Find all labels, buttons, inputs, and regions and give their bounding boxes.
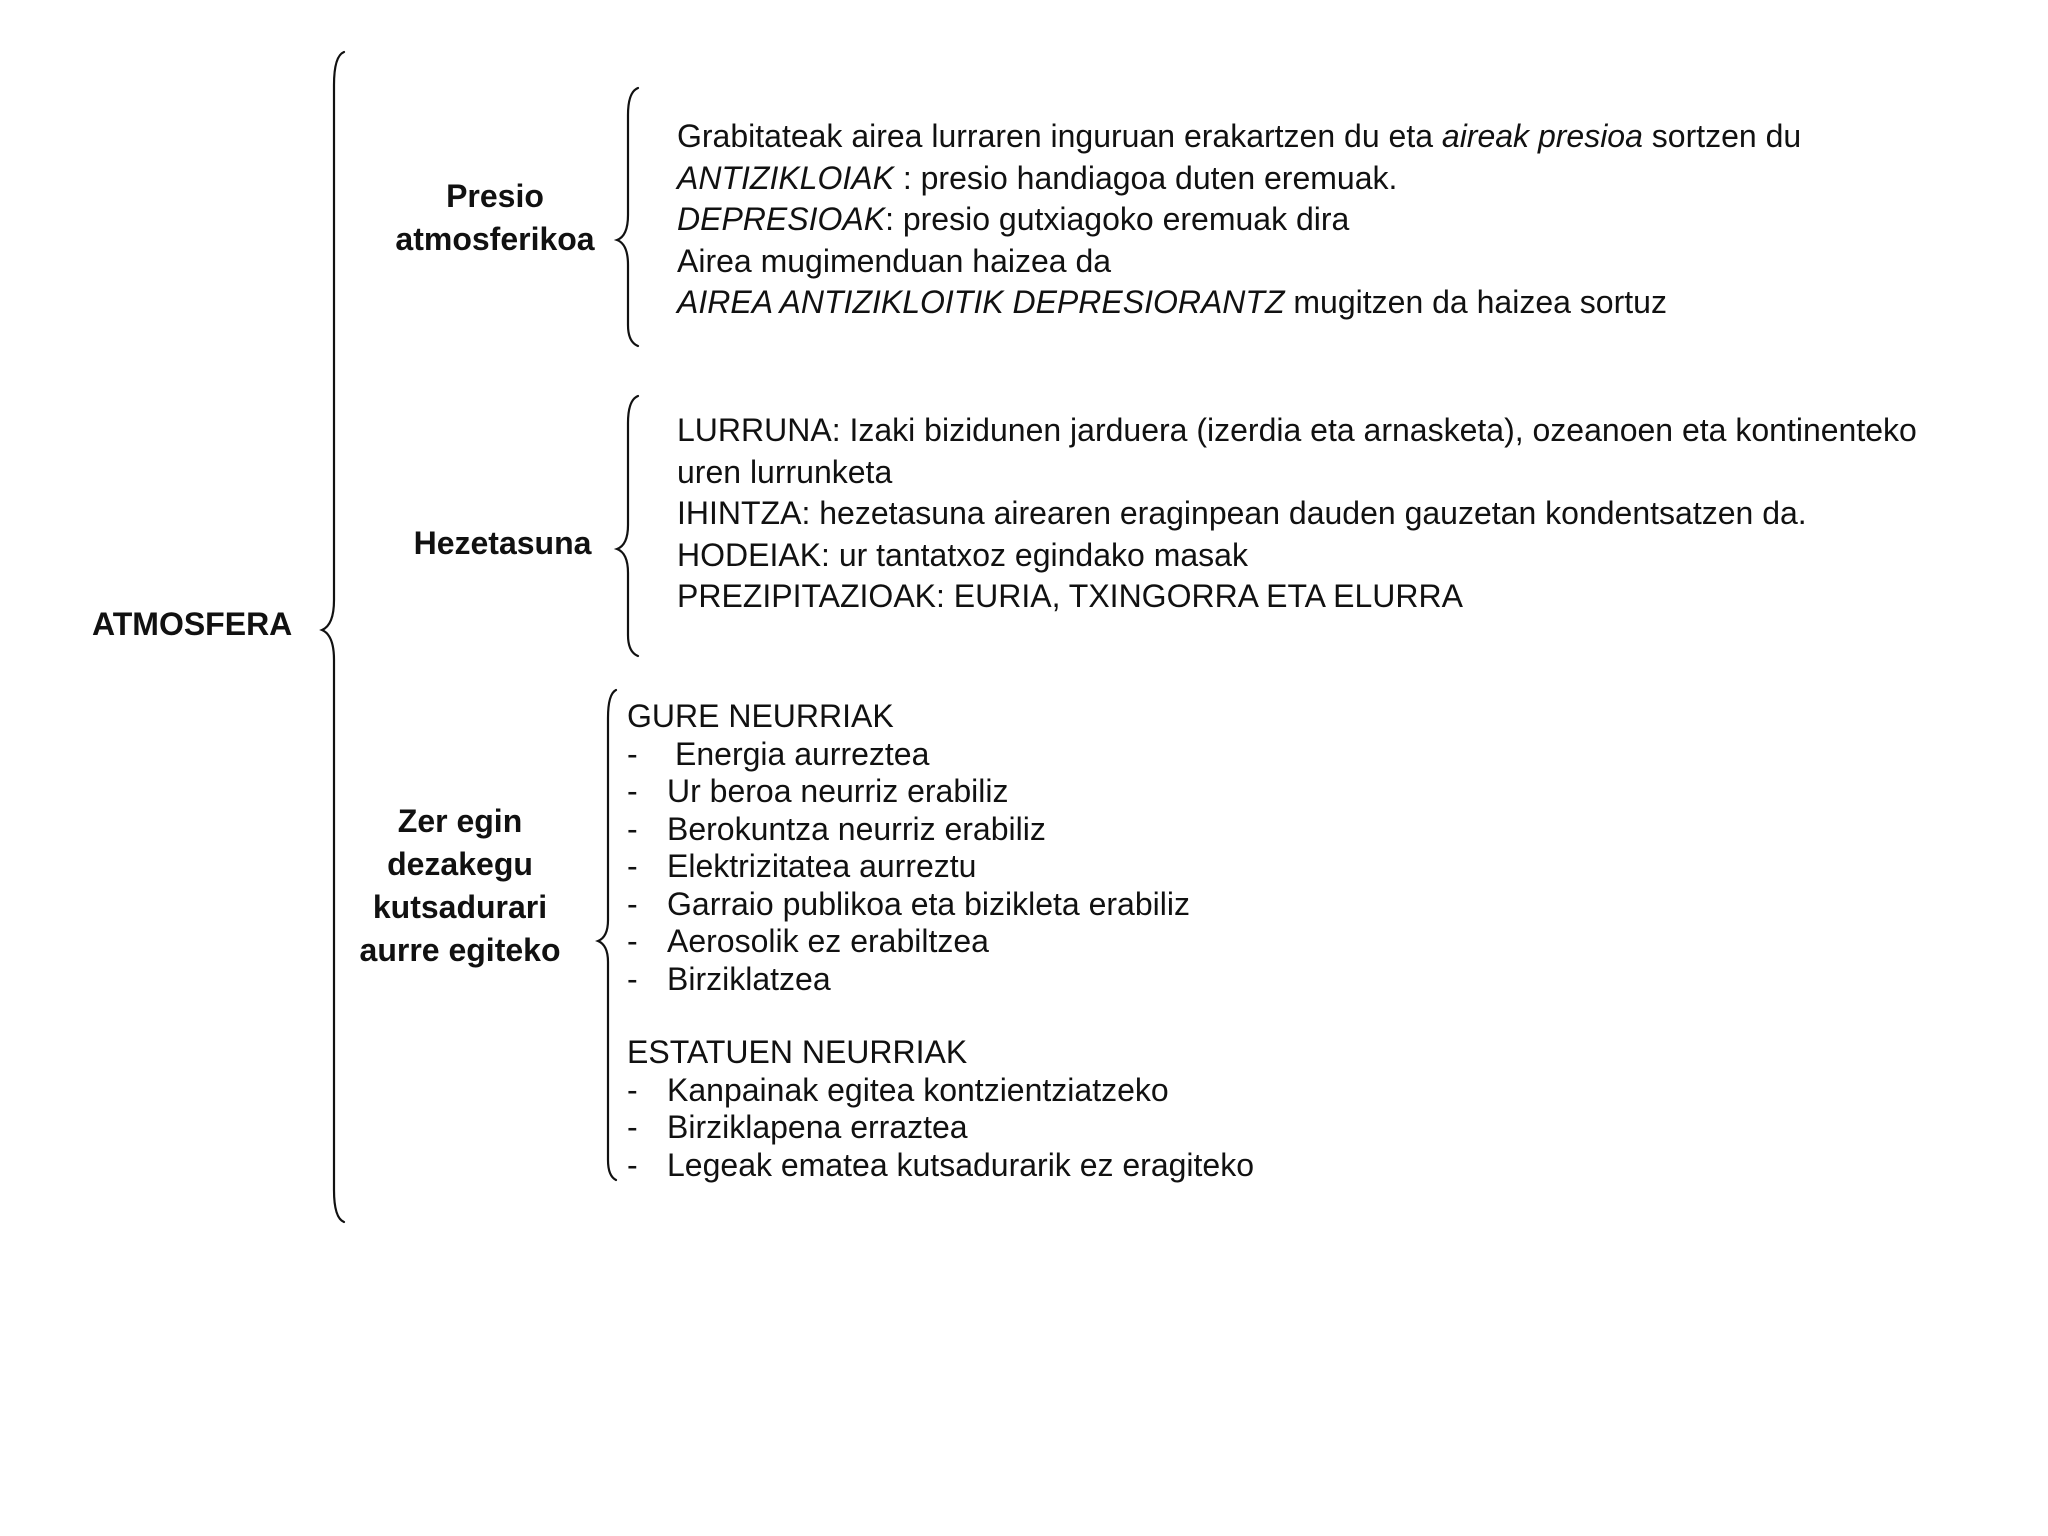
gure-neurriak-heading: GURE NEURRIAK	[627, 698, 894, 734]
list-item-text: Birziklapena erraztea	[667, 1109, 968, 1145]
branch-title-hezetasuna	[400, 522, 605, 565]
detail-line: DEPRESIOAK: presio gutxiagoko eremuak dira	[677, 201, 1350, 237]
branch-title-line: Zer egin	[397, 803, 523, 839]
list-item	[627, 1147, 1427, 1185]
list-item-text: Legeak ematea kutsadurarik ez eragiteko	[667, 1146, 1255, 1183]
branch-title-line: atmosferikoa	[395, 221, 595, 257]
section-gap	[627, 998, 1427, 1034]
list-item-text: Garraio publikoa eta bizikleta erabiliz	[667, 885, 1190, 922]
detail-line: LURRUNA: Izaki bizidunen jarduera (izerdia eta arnasketa), ozeanoen eta kontinenteko	[677, 412, 1917, 448]
dash-marker: -	[627, 960, 638, 997]
detail-line: Grabitateak airea lurraren inguruan erakartzen du eta aireak presioa sortzen du	[677, 118, 1802, 154]
branch-title-line: kutsadurari	[372, 889, 548, 925]
kutsadura-details	[627, 698, 1427, 1184]
dash-marker: -	[627, 810, 638, 847]
list-item	[627, 811, 1427, 849]
list-item	[627, 961, 1427, 999]
dash-marker: -	[627, 1071, 638, 1108]
root-node-atmosfera: ATMOSFERA	[92, 606, 293, 642]
branch-title-line: dezakegu	[387, 846, 533, 882]
list-item	[627, 886, 1427, 924]
dash-marker: -	[627, 848, 638, 884]
estatuen-neurriak-heading: ESTATUEN NEURRIAK	[627, 1034, 968, 1070]
branch-title-line: Hezetasuna	[413, 525, 592, 561]
main-brace	[322, 52, 344, 1222]
dash-marker: -	[627, 885, 638, 922]
detail-line: HODEIAK: ur tantatxoz egindako masak	[677, 536, 1248, 573]
branch-title-presio	[390, 175, 600, 261]
list-item	[627, 923, 1427, 961]
dash-marker: -	[627, 1109, 638, 1145]
presio-brace	[617, 88, 638, 346]
dash-marker: -	[627, 773, 638, 809]
hezetasuna-details	[677, 410, 1917, 618]
list-item	[627, 773, 1427, 811]
list-item	[627, 848, 1427, 886]
detail-line: Airea mugimenduan haizea da	[677, 242, 1112, 279]
list-item-text: Elektrizitatea aurreztu	[667, 848, 977, 884]
list-item-text: Kanpainak egitea kontzientziatzeko	[667, 1071, 1169, 1108]
detail-line: PREZIPITAZIOAK: EURIA, TXINGORRA ETA ELURRA	[677, 578, 1463, 614]
list-item-text: Aerosolik ez erabiltzea	[667, 923, 989, 959]
list-item-text: Energia aurreztea	[675, 735, 930, 772]
detail-line: ANTIZIKLOIAK : presio handiagoa duten eremuak.	[677, 159, 1398, 196]
detail-line: uren lurrunketa	[677, 453, 893, 490]
detail-line: AIREA ANTIZIKLOITIK DEPRESIORANTZ mugitzen da haizea sortuz	[677, 284, 1667, 320]
dash-marker: -	[627, 1146, 638, 1183]
list-item	[627, 1072, 1427, 1110]
list-item-text: Birziklatzea	[667, 960, 831, 997]
branch-title-line: Presio	[446, 178, 544, 214]
presio-details	[677, 116, 1801, 324]
list-item	[627, 1109, 1427, 1147]
dash-marker: -	[627, 735, 638, 772]
kutsadura-brace	[598, 690, 616, 1180]
detail-line: IHINTZA: hezetasuna airearen eraginpean dauden gauzetan kondentsatzen da.	[677, 495, 1807, 531]
list-item-text: Berokuntza neurriz erabiliz	[667, 810, 1046, 847]
list-item	[627, 736, 1427, 774]
hezetasuna-brace	[617, 396, 638, 656]
dash-marker: -	[627, 923, 638, 959]
branch-title-line: aurre egiteko	[359, 932, 561, 968]
list-item-text: Ur beroa neurriz erabiliz	[667, 773, 1009, 809]
branch-title-kutsadura	[345, 800, 575, 972]
